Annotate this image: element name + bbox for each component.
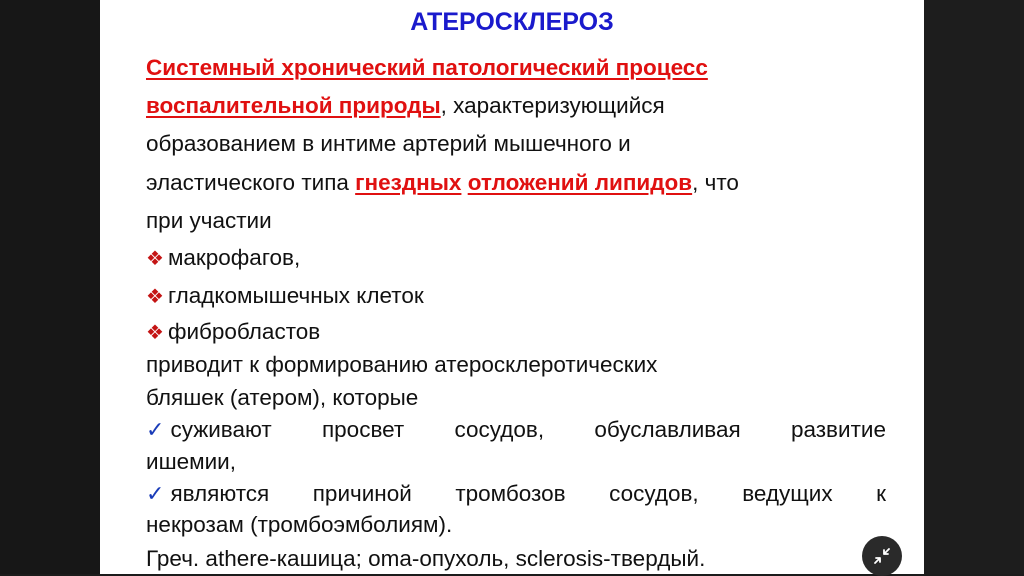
plaque-line-1: приводит к формированию атеросклеротических <box>146 352 658 377</box>
slide-title: АТЕРОСКЛЕРОЗ <box>410 8 614 36</box>
definition-line-1 <box>146 55 708 81</box>
bullet-label: гладкомышечных клеток <box>167 283 424 308</box>
plaque-line-2: бляшек (атером), которые <box>146 385 419 410</box>
slide <box>100 0 924 574</box>
diamond-bullet-icon: ❖ <box>146 286 164 308</box>
bullet-label: макрофагов, <box>167 245 301 270</box>
line4-start: эластического типа <box>146 170 356 195</box>
bullet-item-macrophages <box>146 245 300 271</box>
check-word: ведущих <box>742 481 833 506</box>
check-item-thrombosis <box>146 481 886 507</box>
diamond-bullet-icon: ❖ <box>146 322 164 344</box>
bullet-item-smooth-muscle <box>146 283 424 309</box>
right-letterbox <box>924 0 1024 574</box>
check-word: развитие <box>790 417 886 442</box>
checkmark-icon: ✓ <box>146 481 165 506</box>
left-letterbox <box>0 0 100 574</box>
check-item-narrowing <box>146 417 886 443</box>
bullet-label: фибробластов <box>167 319 321 344</box>
highlight-systemic-process: Системный хронический патологический процесс <box>146 55 708 80</box>
definition-line-5: при участии <box>146 208 272 233</box>
check-word: причиной <box>312 481 412 506</box>
check-word: тромбозов <box>455 481 566 506</box>
check-item-narrowing-cont: ишемии, <box>146 449 236 474</box>
diamond-bullet-icon: ❖ <box>146 248 164 270</box>
exit-fullscreen-button[interactable] <box>862 536 902 576</box>
definition-line-3: образованием в интиме артерий мышечного и <box>146 131 631 156</box>
etymology-footer: Греч. athere-кашица; oma-опухоль, sclerosis-твердый. <box>146 546 706 571</box>
check-word: суживают <box>170 417 272 442</box>
line2-rest: , характеризующийся <box>440 93 665 118</box>
check-word: сосудов, <box>609 481 699 506</box>
check-first-group <box>146 417 272 443</box>
definition-line-2 <box>146 93 665 119</box>
exit-fullscreen-icon <box>873 547 891 565</box>
line4-end: , что <box>692 170 739 195</box>
check-word: к <box>876 481 886 506</box>
check-word: обуславливая <box>594 417 741 442</box>
highlight-inflammatory-nature: воспалительной природы <box>146 93 441 118</box>
check-word: являются <box>170 481 270 506</box>
highlight-lipid-deposits: отложений липидов <box>467 170 693 195</box>
bullet-item-fibroblasts <box>146 319 320 345</box>
checkmark-icon: ✓ <box>146 417 165 442</box>
check-first-group <box>146 481 269 507</box>
check-word: просвет <box>321 417 405 442</box>
check-item-thrombosis-cont: некрозам (тромбоэмболиям). <box>146 512 453 537</box>
definition-line-4 <box>146 170 739 196</box>
check-word: сосудов, <box>454 417 545 442</box>
highlight-nested: гнездных <box>355 170 462 195</box>
